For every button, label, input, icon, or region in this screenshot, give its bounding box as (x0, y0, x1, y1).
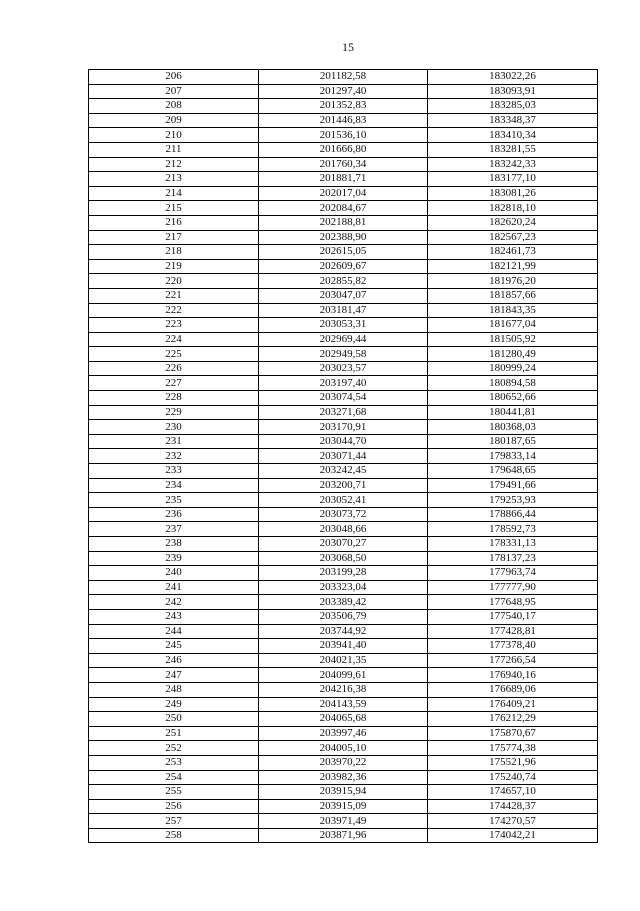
point-number-cell: 243 (89, 609, 259, 624)
point-number-cell: 216 (89, 215, 259, 230)
x-coordinate-cell: 202388,90 (259, 230, 428, 245)
x-coordinate-cell: 202017,04 (259, 186, 428, 201)
x-coordinate-cell: 202615,05 (259, 245, 428, 260)
y-coordinate-cell: 178331,13 (428, 537, 598, 552)
y-coordinate-cell: 183242,33 (428, 157, 598, 172)
table-row (89, 755, 598, 770)
x-coordinate-cell: 203200,71 (259, 478, 428, 493)
table-row (89, 668, 598, 683)
point-number-cell: 228 (89, 391, 259, 406)
point-number-cell: 247 (89, 668, 259, 683)
y-coordinate-cell: 175774,38 (428, 741, 598, 756)
table-row (89, 595, 598, 610)
y-coordinate-cell: 182121,99 (428, 259, 598, 274)
y-coordinate-cell: 176940,16 (428, 668, 598, 683)
point-number-cell: 230 (89, 420, 259, 435)
table-row (89, 142, 598, 157)
x-coordinate-cell: 204143,59 (259, 697, 428, 712)
coordinates-table-body (89, 70, 598, 843)
x-coordinate-cell: 203970,22 (259, 755, 428, 770)
table-row (89, 405, 598, 420)
table-row (89, 347, 598, 362)
x-coordinate-cell: 201182,58 (259, 70, 428, 85)
x-coordinate-cell: 203048,66 (259, 522, 428, 537)
y-coordinate-cell: 180368,03 (428, 420, 598, 435)
point-number-cell: 253 (89, 755, 259, 770)
x-coordinate-cell: 203170,91 (259, 420, 428, 435)
x-coordinate-cell: 204005,10 (259, 741, 428, 756)
point-number-cell: 252 (89, 741, 259, 756)
table-row (89, 609, 598, 624)
x-coordinate-cell: 202969,44 (259, 332, 428, 347)
point-number-cell: 248 (89, 682, 259, 697)
point-number-cell: 207 (89, 84, 259, 99)
x-coordinate-cell: 204065,68 (259, 712, 428, 727)
table-row (89, 128, 598, 143)
y-coordinate-cell: 178866,44 (428, 507, 598, 522)
point-number-cell: 231 (89, 434, 259, 449)
y-coordinate-cell: 181505,92 (428, 332, 598, 347)
y-coordinate-cell: 181280,49 (428, 347, 598, 362)
x-coordinate-cell: 202855,82 (259, 274, 428, 289)
y-coordinate-cell: 183081,26 (428, 186, 598, 201)
point-number-cell: 251 (89, 726, 259, 741)
point-number-cell: 210 (89, 128, 259, 143)
point-number-cell: 220 (89, 274, 259, 289)
x-coordinate-cell: 203982,36 (259, 770, 428, 785)
point-number-cell: 218 (89, 245, 259, 260)
table-row (89, 99, 598, 114)
y-coordinate-cell: 183022,26 (428, 70, 598, 85)
y-coordinate-cell: 177540,17 (428, 609, 598, 624)
x-coordinate-cell: 203070,27 (259, 537, 428, 552)
table-row (89, 814, 598, 829)
y-coordinate-cell: 182818,10 (428, 201, 598, 216)
x-coordinate-cell: 204099,61 (259, 668, 428, 683)
x-coordinate-cell: 204216,38 (259, 682, 428, 697)
x-coordinate-cell: 203389,42 (259, 595, 428, 610)
y-coordinate-cell: 183348,37 (428, 113, 598, 128)
y-coordinate-cell: 183177,10 (428, 172, 598, 187)
point-number-cell: 209 (89, 113, 259, 128)
point-number-cell: 234 (89, 478, 259, 493)
y-coordinate-cell: 177777,90 (428, 580, 598, 595)
point-number-cell: 242 (89, 595, 259, 610)
table-row (89, 259, 598, 274)
table-row (89, 828, 598, 843)
point-number-cell: 208 (89, 99, 259, 114)
y-coordinate-cell: 176409,21 (428, 697, 598, 712)
x-coordinate-cell: 203915,09 (259, 799, 428, 814)
table-row (89, 172, 598, 187)
x-coordinate-cell: 203047,07 (259, 288, 428, 303)
x-coordinate-cell: 202084,67 (259, 201, 428, 216)
x-coordinate-cell: 203941,40 (259, 639, 428, 654)
point-number-cell: 240 (89, 566, 259, 581)
x-coordinate-cell: 203744,92 (259, 624, 428, 639)
point-number-cell: 206 (89, 70, 259, 85)
table-row (89, 522, 598, 537)
table-row (89, 274, 598, 289)
y-coordinate-cell: 180187,65 (428, 434, 598, 449)
y-coordinate-cell: 182620,24 (428, 215, 598, 230)
table-row (89, 493, 598, 508)
point-number-cell: 241 (89, 580, 259, 595)
y-coordinate-cell: 175870,67 (428, 726, 598, 741)
point-number-cell: 217 (89, 230, 259, 245)
y-coordinate-cell: 176212,29 (428, 712, 598, 727)
x-coordinate-cell: 203242,45 (259, 464, 428, 479)
y-coordinate-cell: 179648,65 (428, 464, 598, 479)
table-row (89, 624, 598, 639)
x-coordinate-cell: 203971,49 (259, 814, 428, 829)
point-number-cell: 245 (89, 639, 259, 654)
y-coordinate-cell: 174042,21 (428, 828, 598, 843)
x-coordinate-cell: 203073,72 (259, 507, 428, 522)
point-number-cell: 250 (89, 712, 259, 727)
y-coordinate-cell: 180652,66 (428, 391, 598, 406)
y-coordinate-cell: 183281,55 (428, 142, 598, 157)
y-coordinate-cell: 182567,23 (428, 230, 598, 245)
table-row (89, 245, 598, 260)
y-coordinate-cell: 177428,81 (428, 624, 598, 639)
table-row (89, 799, 598, 814)
table-row (89, 420, 598, 435)
y-coordinate-cell: 176689,06 (428, 682, 598, 697)
point-number-cell: 244 (89, 624, 259, 639)
point-number-cell: 254 (89, 770, 259, 785)
y-coordinate-cell: 174657,10 (428, 785, 598, 800)
x-coordinate-cell: 203074,54 (259, 391, 428, 406)
x-coordinate-cell: 201297,40 (259, 84, 428, 99)
table-row (89, 537, 598, 552)
table-row (89, 376, 598, 391)
y-coordinate-cell: 177648,95 (428, 595, 598, 610)
point-number-cell: 211 (89, 142, 259, 157)
point-number-cell: 212 (89, 157, 259, 172)
table-row (89, 639, 598, 654)
table-row (89, 288, 598, 303)
x-coordinate-cell: 201536,10 (259, 128, 428, 143)
point-number-cell: 237 (89, 522, 259, 537)
point-number-cell: 257 (89, 814, 259, 829)
y-coordinate-cell: 174428,37 (428, 799, 598, 814)
point-number-cell: 246 (89, 653, 259, 668)
point-number-cell: 239 (89, 551, 259, 566)
table-row (89, 70, 598, 85)
y-coordinate-cell: 175240,74 (428, 770, 598, 785)
table-row (89, 230, 598, 245)
x-coordinate-cell: 202949,58 (259, 347, 428, 362)
page-number: 15 (342, 40, 354, 54)
point-number-cell: 221 (89, 288, 259, 303)
table-row (89, 726, 598, 741)
table-row (89, 566, 598, 581)
x-coordinate-cell: 202609,67 (259, 259, 428, 274)
y-coordinate-cell: 178137,23 (428, 551, 598, 566)
table-row (89, 361, 598, 376)
table-row (89, 201, 598, 216)
x-coordinate-cell: 203068,50 (259, 551, 428, 566)
point-number-cell: 236 (89, 507, 259, 522)
x-coordinate-cell: 203871,96 (259, 828, 428, 843)
coordinates-table (88, 69, 598, 843)
table-row (89, 303, 598, 318)
table-row (89, 507, 598, 522)
x-coordinate-cell: 203271,68 (259, 405, 428, 420)
table-row (89, 391, 598, 406)
table-row (89, 741, 598, 756)
table-row (89, 551, 598, 566)
x-coordinate-cell: 203052,41 (259, 493, 428, 508)
table-row (89, 157, 598, 172)
point-number-cell: 215 (89, 201, 259, 216)
x-coordinate-cell: 203199,28 (259, 566, 428, 581)
point-number-cell: 213 (89, 172, 259, 187)
y-coordinate-cell: 177963,74 (428, 566, 598, 581)
table-row (89, 84, 598, 99)
y-coordinate-cell: 183410,34 (428, 128, 598, 143)
table-row (89, 478, 598, 493)
x-coordinate-cell: 203197,40 (259, 376, 428, 391)
point-number-cell: 256 (89, 799, 259, 814)
point-number-cell: 235 (89, 493, 259, 508)
point-number-cell: 214 (89, 186, 259, 201)
point-number-cell: 229 (89, 405, 259, 420)
point-number-cell: 238 (89, 537, 259, 552)
point-number-cell: 258 (89, 828, 259, 843)
table-row (89, 712, 598, 727)
table-row (89, 682, 598, 697)
table-row (89, 697, 598, 712)
point-number-cell: 222 (89, 303, 259, 318)
table-row (89, 215, 598, 230)
table-row (89, 770, 598, 785)
x-coordinate-cell: 201666,80 (259, 142, 428, 157)
y-coordinate-cell: 180894,58 (428, 376, 598, 391)
y-coordinate-cell: 180441,81 (428, 405, 598, 420)
point-number-cell: 249 (89, 697, 259, 712)
table-row (89, 186, 598, 201)
y-coordinate-cell: 181857,66 (428, 288, 598, 303)
table-row (89, 434, 598, 449)
table-row (89, 318, 598, 333)
point-number-cell: 227 (89, 376, 259, 391)
y-coordinate-cell: 181677,04 (428, 318, 598, 333)
table-row (89, 785, 598, 800)
x-coordinate-cell: 203023,57 (259, 361, 428, 376)
y-coordinate-cell: 180999,24 (428, 361, 598, 376)
point-number-cell: 224 (89, 332, 259, 347)
y-coordinate-cell: 179491,66 (428, 478, 598, 493)
table-row (89, 653, 598, 668)
table-row (89, 449, 598, 464)
table-row (89, 464, 598, 479)
point-number-cell: 223 (89, 318, 259, 333)
x-coordinate-cell: 203997,46 (259, 726, 428, 741)
x-coordinate-cell: 203323,04 (259, 580, 428, 595)
x-coordinate-cell: 201446,83 (259, 113, 428, 128)
x-coordinate-cell: 203181,47 (259, 303, 428, 318)
y-coordinate-cell: 179833,14 (428, 449, 598, 464)
table-row (89, 332, 598, 347)
y-coordinate-cell: 175521,96 (428, 755, 598, 770)
y-coordinate-cell: 178592,73 (428, 522, 598, 537)
x-coordinate-cell: 201760,34 (259, 157, 428, 172)
point-number-cell: 219 (89, 259, 259, 274)
x-coordinate-cell: 203044,70 (259, 434, 428, 449)
x-coordinate-cell: 203053,31 (259, 318, 428, 333)
x-coordinate-cell: 203915,94 (259, 785, 428, 800)
y-coordinate-cell: 183093,91 (428, 84, 598, 99)
y-coordinate-cell: 181976,20 (428, 274, 598, 289)
point-number-cell: 226 (89, 361, 259, 376)
point-number-cell: 255 (89, 785, 259, 800)
x-coordinate-cell: 201352,83 (259, 99, 428, 114)
table-row (89, 580, 598, 595)
y-coordinate-cell: 177378,40 (428, 639, 598, 654)
y-coordinate-cell: 174270,57 (428, 814, 598, 829)
table-row (89, 113, 598, 128)
y-coordinate-cell: 177266,54 (428, 653, 598, 668)
y-coordinate-cell: 179253,93 (428, 493, 598, 508)
y-coordinate-cell: 181843,35 (428, 303, 598, 318)
x-coordinate-cell: 203071,44 (259, 449, 428, 464)
x-coordinate-cell: 201881,71 (259, 172, 428, 187)
x-coordinate-cell: 202188,81 (259, 215, 428, 230)
point-number-cell: 233 (89, 464, 259, 479)
point-number-cell: 225 (89, 347, 259, 362)
x-coordinate-cell: 204021,35 (259, 653, 428, 668)
x-coordinate-cell: 203506,79 (259, 609, 428, 624)
point-number-cell: 232 (89, 449, 259, 464)
y-coordinate-cell: 182461,73 (428, 245, 598, 260)
y-coordinate-cell: 183285,03 (428, 99, 598, 114)
